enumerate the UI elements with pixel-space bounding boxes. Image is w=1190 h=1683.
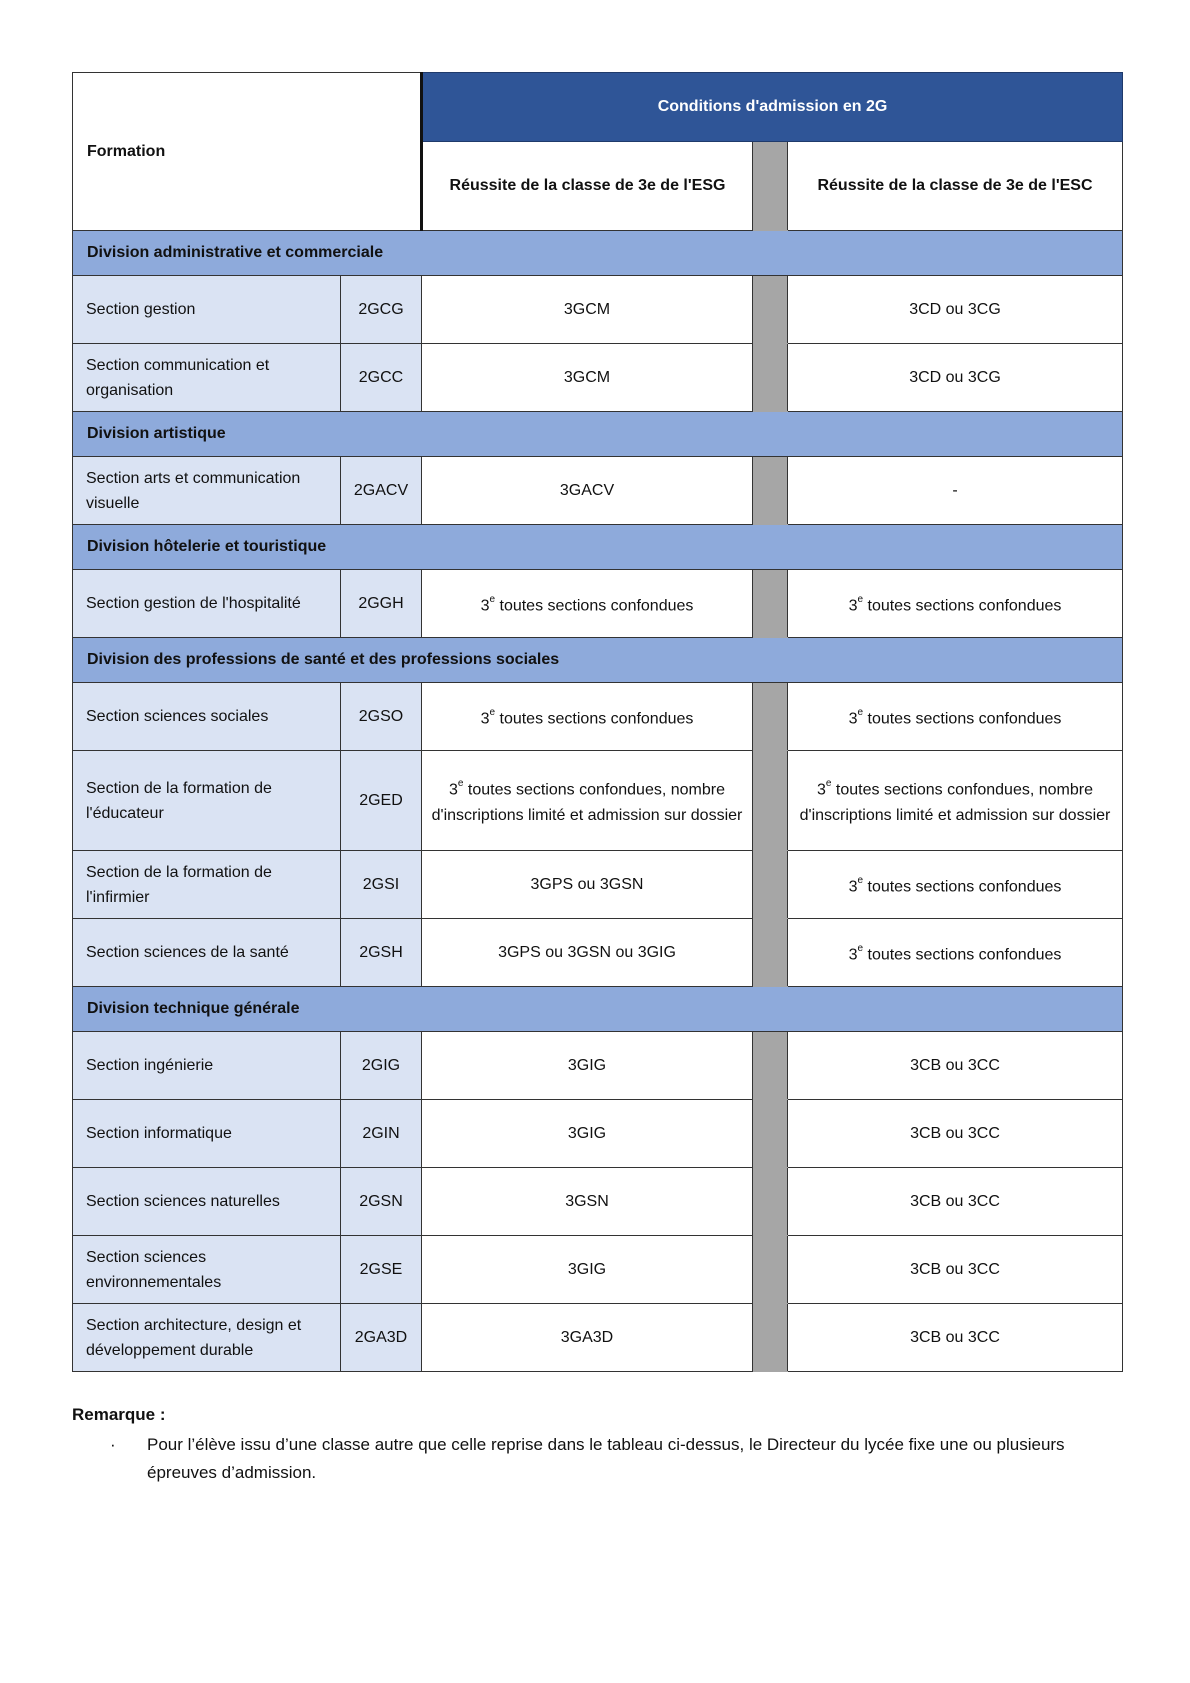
condition-esc: - — [788, 457, 1123, 525]
condition-esg: 3GPS ou 3GSN ou 3GIG — [422, 919, 753, 987]
section-name: Section gestion — [73, 276, 341, 344]
condition-esg: 3GPS ou 3GSN — [422, 851, 753, 919]
condition-esg: 3GIG — [422, 1236, 753, 1304]
bullet-icon: · — [110, 1435, 116, 1454]
section-name: Section communication et organisation — [73, 344, 341, 412]
table-row — [73, 919, 1123, 987]
section-code: 2GA3D — [341, 1304, 422, 1372]
condition-esg: 3e toutes sections confondues — [422, 683, 753, 751]
table-row — [73, 851, 1123, 919]
table-row — [73, 683, 1123, 751]
section-name: Section sciences sociales — [73, 683, 341, 751]
section-name: Section arts et communication visuelle — [73, 457, 341, 525]
remarque-block — [72, 1405, 1122, 1487]
table-row — [73, 751, 1123, 851]
table-row — [73, 1100, 1123, 1168]
column-separator — [753, 344, 788, 412]
section-code: 2GSN — [341, 1168, 422, 1236]
column-separator — [753, 1168, 788, 1236]
section-name: Section sciences naturelles — [73, 1168, 341, 1236]
column-separator — [753, 570, 788, 638]
condition-esg: 3GCM — [422, 276, 753, 344]
division-heading: Division technique générale — [73, 987, 1123, 1032]
remarque-item — [72, 1431, 1122, 1487]
condition-esc: 3CB ou 3CC — [788, 1304, 1123, 1372]
condition-esg: 3e toutes sections confondues, nombre d'inscriptions limité et admission sur dossier — [422, 751, 753, 851]
conditions-title: Conditions d'admission en 2G — [422, 73, 1123, 142]
table-row — [73, 1236, 1123, 1304]
section-code: 2GIN — [341, 1100, 422, 1168]
table-row — [73, 1032, 1123, 1100]
column-header-esc: Réussite de la classe de 3e de l'ESC — [788, 142, 1123, 231]
condition-esg: 3GA3D — [422, 1304, 753, 1372]
section-code: 2GCC — [341, 344, 422, 412]
section-name: Section de la formation de l'éducateur — [73, 751, 341, 851]
formation-header: Formation — [73, 73, 422, 231]
condition-esc: 3e toutes sections confondues — [788, 919, 1123, 987]
condition-esc: 3CD ou 3CG — [788, 344, 1123, 412]
section-name: Section architecture, design et développement durable — [73, 1304, 341, 1372]
condition-esg: 3GIG — [422, 1032, 753, 1100]
section-code: 2GSH — [341, 919, 422, 987]
column-separator — [753, 1100, 788, 1168]
section-code: 2GSO — [341, 683, 422, 751]
condition-esc: 3CB ou 3CC — [788, 1236, 1123, 1304]
condition-esg: 3GACV — [422, 457, 753, 525]
column-separator — [753, 751, 788, 851]
condition-esg: 3e toutes sections confondues — [422, 570, 753, 638]
column-separator — [753, 919, 788, 987]
table-row — [73, 1168, 1123, 1236]
table-row — [73, 570, 1123, 638]
section-name: Section sciences environnementales — [73, 1236, 341, 1304]
remarque-text: Pour l’élève issu d’une classe autre que celle reprise dans le tableau ci-dessus, le Directeur du lycée fixe une ou plusieurs épreuves d’admission. — [147, 1435, 1065, 1482]
column-separator — [753, 142, 788, 231]
remarque-title: Remarque : — [72, 1405, 166, 1424]
division-heading: Division hôtelerie et touristique — [73, 525, 1123, 570]
section-code: 2GACV — [341, 457, 422, 525]
condition-esc: 3CB ou 3CC — [788, 1032, 1123, 1100]
column-separator — [753, 851, 788, 919]
admission-table — [72, 72, 1123, 1372]
table-row — [73, 276, 1123, 344]
column-separator — [753, 1304, 788, 1372]
division-heading: Division administrative et commerciale — [73, 231, 1123, 276]
column-separator — [753, 276, 788, 344]
section-name: Section gestion de l'hospitalité — [73, 570, 341, 638]
column-separator — [753, 1032, 788, 1100]
section-name: Section de la formation de l'infirmier — [73, 851, 341, 919]
condition-esc: 3e toutes sections confondues — [788, 683, 1123, 751]
condition-esc: 3e toutes sections confondues — [788, 570, 1123, 638]
section-name: Section informatique — [73, 1100, 341, 1168]
condition-esg: 3GCM — [422, 344, 753, 412]
section-code: 2GED — [341, 751, 422, 851]
condition-esc: 3CB ou 3CC — [788, 1100, 1123, 1168]
section-code: 2GGH — [341, 570, 422, 638]
division-heading: Division des professions de santé et des professions sociales — [73, 638, 1123, 683]
condition-esc: 3CB ou 3CC — [788, 1168, 1123, 1236]
column-header-esg: Réussite de la classe de 3e de l'ESG — [422, 142, 753, 231]
section-name: Section ingénierie — [73, 1032, 341, 1100]
condition-esg: 3GIG — [422, 1100, 753, 1168]
condition-esc: 3e toutes sections confondues — [788, 851, 1123, 919]
section-name: Section sciences de la santé — [73, 919, 341, 987]
column-separator — [753, 1236, 788, 1304]
condition-esg: 3GSN — [422, 1168, 753, 1236]
section-code: 2GIG — [341, 1032, 422, 1100]
section-code: 2GSI — [341, 851, 422, 919]
condition-esc: 3CD ou 3CG — [788, 276, 1123, 344]
section-code: 2GSE — [341, 1236, 422, 1304]
section-code: 2GCG — [341, 276, 422, 344]
table-row — [73, 457, 1123, 525]
division-heading: Division artistique — [73, 412, 1123, 457]
condition-esc: 3e toutes sections confondues, nombre d'inscriptions limité et admission sur dossier — [788, 751, 1123, 851]
table-row — [73, 344, 1123, 412]
table-row — [73, 1304, 1123, 1372]
column-separator — [753, 683, 788, 751]
column-separator — [753, 457, 788, 525]
